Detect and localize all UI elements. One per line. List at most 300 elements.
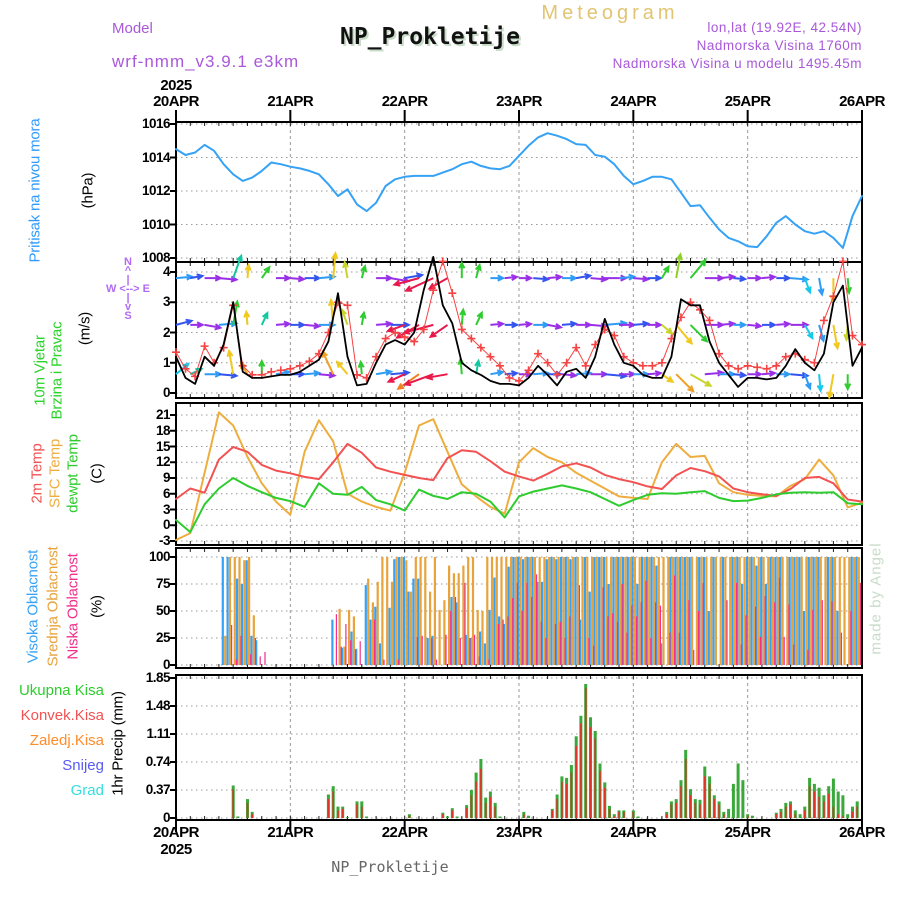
cloud-mid-bar [505,557,507,665]
precip-convective-bar [490,797,492,818]
cloud-mid-bar [581,557,583,665]
wind-arrow [505,322,517,327]
cloud-mid-bar [572,557,574,665]
lonlat-text: lon,lat (19.92E, 42.54N) [707,20,862,35]
precip-total-bar [446,817,449,819]
cloud-mid-bar [782,557,784,665]
x-tick-label-bottom: 22APR [381,824,428,841]
cloud-mid-bar [515,557,517,665]
cloud-low-bar [231,625,232,665]
precip-convective-bar [809,786,811,818]
y-tick-label: 2 [162,324,170,340]
cloud-mid-bar [739,557,741,665]
x-tick-label-bottom: 23APR [496,824,542,841]
cloud-low-bar [450,611,451,665]
cloud-mid-bar [524,557,526,665]
cloud-high-bar [427,638,429,665]
y-tick-label: -3 [158,533,170,548]
precip-total-bar [741,780,744,818]
precip-total-bar [837,792,840,819]
precip-convective-bar [328,799,330,818]
cloud-mid-bar [824,557,826,665]
x-axis-year-top: 2025 [160,77,192,94]
cloud-mid-bar [596,557,598,665]
precip-convective-bar [804,810,806,818]
x-tick-label-bottom: 20APR [153,824,199,841]
cloud-low-bar [698,611,699,665]
cloud-low-bar [726,600,727,665]
y-tick-label: 15 [155,438,170,454]
x-tick-label-top: 25APR [724,93,771,110]
cloud-high-bar [751,557,753,665]
precip-convective-bar [795,814,797,818]
precip-convective-bar [566,784,568,818]
x-tick-label-bottom: 21APR [267,824,314,841]
compass-arrow-up: ^ [124,265,132,277]
cloud-mid-bar [601,557,603,665]
cloud-low-bar [398,660,399,665]
gust-cross-marker [267,368,275,376]
cloud-mid-bar [253,615,255,665]
cloud-mid-bar [586,557,588,665]
panel-frame-sea-level-pressure [170,122,862,262]
precip-total-bar [498,817,501,819]
cloud-high-bar [398,557,400,665]
cloud-mid-bar [248,557,250,665]
watermark: made by Angel [867,542,885,655]
wind-arrow [205,275,221,280]
y-tick-label: 1016 [141,116,170,131]
precip-convective-bar [556,799,558,818]
wind-arrow [762,322,775,327]
precip-convective-bar [552,810,554,818]
precip-legend-snow: Snijeg [62,757,104,774]
precip-convective-bar [571,773,573,818]
precip-unit-label: 1hr Precip (mm) [109,691,127,796]
precip-total-bar [365,817,368,819]
cloud-low-bar [445,635,446,665]
precip-convective-bar [833,807,835,818]
cloud-mid-bar [396,557,398,665]
cloud-mid-bar [577,557,579,665]
precip-convective-bar [680,786,682,818]
cloud-low-bar [850,611,851,665]
wind-axis-title-1: 10m Vjetar [31,335,49,406]
wind-arrow [262,267,270,278]
precip-total-bar [727,809,730,818]
wind-arrow [490,370,503,375]
cloud-mid-bar [629,557,631,665]
cloud-mid-bar [343,647,345,665]
precip-total-bar [751,816,754,818]
cloud-high-bar [722,557,724,665]
wind-arrow [562,275,576,280]
x-tick-label-top: 26APR [839,93,885,110]
cloud-mid-bar [662,557,664,665]
wind-arrow [305,371,320,376]
cloud-mid-bar [520,557,522,665]
precip-convective-bar [704,776,706,818]
temp-unit-label: (C) [88,463,106,484]
cloud-high-bar [236,579,238,665]
cloud-mid-bar [243,560,245,665]
cloud-mid-bar [839,557,841,665]
precip-convective-bar [580,723,582,818]
cloud-low-bar [541,622,542,665]
x-tick-label-top: 21APR [267,93,314,110]
cloud-mid-bar [743,557,745,665]
cloud-mid-bar [229,557,231,665]
wind-arrow [833,325,839,348]
y-tick-label: 21 [155,407,170,422]
y-tick-label: 3 [162,501,170,517]
cloud-mid-bar [653,557,655,665]
cloud-mid-bar [472,557,474,665]
cloud-mid-bar [858,557,860,665]
precip-convective-bar [609,809,611,818]
cloud-mid-bar [238,557,240,665]
cloud-low-bar [650,638,651,665]
x-tick-label-bottom: 24APR [610,824,657,841]
cloud-low-bar [736,583,737,665]
gust-cross-marker [201,342,209,350]
wind-arrow [776,322,789,327]
precip-convective-bar [685,759,687,818]
y-tick-label: 18 [155,422,170,438]
precip-convective-bar [342,809,344,818]
cloud-mid-bar [772,557,774,665]
cloud-high-bar [732,557,734,665]
precip-convective-bar [442,814,444,818]
cloud-mid-bar [724,557,726,665]
y-tick-label: 12 [155,454,170,470]
precip-convective-bar [232,789,234,818]
cloud-high-bar [489,610,491,665]
y-tick-label: 1012 [141,183,170,198]
cloud-low-bar [250,654,251,665]
cloud-high-bar [365,585,367,665]
cloud-mid-bar [815,557,817,665]
cloud-mid-bar [400,557,402,665]
gust-cross-marker [658,359,666,367]
precip-total-bar [737,764,740,819]
wind-arrow [633,276,648,281]
y-tick-label: 0.37 [145,781,170,797]
cloud-mid-bar [763,557,765,665]
cloud-mid-bar [439,610,441,665]
precip-total-bar [799,814,802,818]
cloud-low-bar [474,635,475,665]
precip-total-bar [637,817,640,819]
cloud-mid-bar [777,557,779,665]
cloud-mid-bar [786,557,788,665]
cloud-high-bar [412,579,414,665]
wind-arrow [359,362,364,374]
cloud-low-bar [498,624,499,665]
cloud-low-bar [264,652,265,665]
precip-convective-bar [523,814,525,818]
footer-caption: NP_Prokletije [331,858,449,876]
cloud-mid-bar [453,573,455,665]
wind-arrow [748,275,761,280]
cloud-high-bar [408,592,410,665]
wind-arrow [662,325,672,334]
cloud-low-bar [841,633,842,665]
wind-arrow [691,374,711,386]
cloud-low-bar [565,638,566,665]
cloud-mid-bar [372,602,374,665]
cloud-mid-bar [767,557,769,665]
cloud-low-bar [617,622,618,665]
cloud-low-legend: Niska Oblacnost [64,553,82,660]
cloud-mid-bar [567,557,569,665]
gust-cross-marker [582,362,590,370]
precip-convective-bar [361,807,363,818]
cloud-low-bar [545,638,546,665]
precip-convective-bar [485,803,487,818]
cloud-mid-bar [667,557,669,665]
cloud-high-legend: Visoka Oblacnost [24,549,42,664]
cloud-low-bar [431,638,432,665]
wind-arrow [290,322,304,327]
wind-arrow [576,322,590,327]
cloud-low-bar [512,598,513,665]
wind-arrow [319,275,335,280]
wind-arrow [662,267,669,278]
cloud-mid-bar [424,557,426,665]
precip-convective-bar [494,807,496,818]
cloud-low-bar [464,583,465,665]
cloud-mid-bar [791,557,793,665]
cloud-low-bar [436,660,437,665]
precip-convective-bar [842,817,844,819]
precip-convective-bar [614,817,616,819]
cloud-mid-bar [591,557,593,665]
cloud-high-bar [227,557,229,665]
cloud-mid-bar [691,557,693,665]
cloud-low-bar [360,641,361,665]
cloud-low-bar [555,624,556,665]
wind-arrow [460,310,465,325]
precip-convective-bar [837,814,839,818]
cloud-mid-bar [377,582,379,665]
wind-arrow [360,313,365,325]
cloud-low-bar [503,620,504,665]
y-tick-label: 1014 [141,149,170,165]
cloud-low-bar [526,583,527,665]
compass-arrow-down: v [124,301,132,313]
precip-convective-bar [675,803,677,818]
y-tick-label: 100 [148,549,170,564]
cloud-high-bar [598,557,600,665]
precip-convective-bar [599,771,601,818]
wind-arrow [648,275,661,280]
y-tick-label: 1.48 [145,697,170,713]
cloud-mid-bar [367,579,369,665]
cloud-mid-bar [348,610,350,665]
cloud-mid-bar [634,557,636,665]
cloud-mid-bar [610,557,612,665]
gust-cross-marker [839,257,847,265]
precip-convective-bar [337,810,339,818]
cloud-low-bar [350,640,351,665]
cloud-mid-bar [415,557,417,665]
cloud-mid-bar [429,592,431,665]
cloud-low-bar [374,620,375,665]
cloud-low-bar [779,578,780,666]
model-label: Model [112,20,153,37]
wind-arrow [276,275,290,280]
wind-arrow [748,323,761,328]
cloud-low-bar [422,636,423,665]
x-axis-year-bottom: 2025 [160,841,192,858]
cloud-mid-bar [715,557,717,665]
cloud-mid-bar [729,557,731,665]
cloud-low-bar [822,600,823,665]
y-tick-label: 9 [162,470,170,485]
cloud-high-bar [803,611,805,665]
wind-arrow [305,323,320,328]
precip-convective-bar [247,803,249,818]
cloud-high-bar [389,608,391,665]
cloud-high-bar [403,557,405,665]
cloud-mid-bar [486,557,488,665]
cloud-low-bar [260,656,261,665]
wind-arrow [576,274,590,279]
cloud-mid-bar [434,557,436,665]
precip-convective-bar [471,795,473,818]
precip-convective-bar [585,688,587,818]
y-tick-label: 4 [162,264,170,279]
cloud-low-bar [560,622,561,665]
cloud-mid-bar [677,557,679,665]
gust-cross-marker [648,362,656,370]
y-tick-label: 1.85 [145,669,170,685]
cloud-mid-bar [553,557,555,665]
cloud-low-bar [807,650,808,665]
temp-2m-legend: 2m Temp [28,443,46,504]
wind-arrow [691,325,707,341]
cloud-low-bar [626,633,627,665]
cloud-mid-bar [339,609,341,665]
wind-arrow [176,320,192,325]
cloud-mid-bar [548,557,550,665]
cloud-mid-bar [710,557,712,665]
precip-convective-bar [604,788,606,818]
y-tick-label: 25 [155,630,170,645]
cloud-mid-bar [853,557,855,665]
cloud-mid-bar [658,557,660,665]
cloud-low-bar [588,638,589,665]
wind-arrow [244,312,249,325]
cloud-mid-bar [758,557,760,665]
wind-arrow [591,372,607,377]
cloud-high-bar [808,557,810,665]
cloud-high-bar [712,557,714,665]
cloud-low-bar [612,613,613,665]
cloud-mid-bar [686,557,688,665]
cloud-low-bar [831,601,832,665]
y-tick-label: 1008 [141,250,170,265]
cloud-mid-bar [620,557,622,665]
gust-cross-marker [753,363,761,371]
cloud-mid-bar [720,557,722,665]
wind-arrow [648,371,661,376]
precip-convective-bar [590,727,592,818]
cloud-low-bar [860,583,861,665]
precip-convective-bar [852,812,854,818]
y-tick-label: 1 [162,354,170,370]
x-tick-label-top: 20APR [153,93,199,110]
compass-n: N [124,256,132,268]
cloud-mid-bar [820,557,822,665]
cloud-low-bar [469,638,470,665]
wind-arrow [748,372,761,377]
wind-arrow [205,324,221,329]
precip-total-bar [346,817,349,818]
wind-arrow [405,273,422,278]
cloud-mid-legend: Srednja Oblacnost [44,546,62,667]
cloud-mid-bar [643,557,645,665]
wind-arrow [591,276,607,281]
precip-convective-bar [699,804,701,818]
wind-arrow [776,275,789,280]
precip-convective-bar [633,812,635,818]
precip-convective-bar [251,814,253,818]
cloud-low-bar [636,616,637,665]
wind-arrow [205,372,221,377]
cloud-mid-bar [386,557,388,665]
y-tick-label: 6 [162,485,170,501]
cloud-mid-bar [624,557,626,665]
precip-convective-bar [356,804,358,818]
precip-convective-bar [671,804,673,818]
gust-cross-marker [172,348,180,356]
wind-arrow [676,254,682,278]
cloud-low-bar [746,615,747,665]
cloud-low-bar [536,574,537,665]
cloud-low-bar [517,583,518,665]
cloud-mid-bar [753,557,755,665]
wind-arrow [818,374,823,390]
y-tick-label: 50 [155,603,170,618]
compass-s: S [124,310,132,322]
gust-cross-marker [448,289,456,297]
cloud-low-bar [336,614,337,665]
cloud-low-bar [241,636,242,665]
x-tick-label-top: 23APR [496,93,542,110]
precip-convective-bar [695,803,697,818]
cloud-mid-bar [500,557,502,665]
cloud-mid-bar [420,557,422,665]
cloud-mid-bar [805,557,807,665]
wind-arrow [519,322,531,327]
precip-legend-total: Ukupna Kisa [18,682,104,699]
cloud-low-bar [755,607,756,665]
cloud-mid-bar [491,557,493,665]
precip-convective-bar [332,792,334,819]
cloud-low-bar [417,637,418,665]
wind-arrow [262,313,268,325]
precip-convective-bar [818,797,820,818]
wind-arrow [490,275,503,280]
wind-arrow [762,275,775,280]
precip-legend-hail: Grad [70,782,104,799]
precip-total-bar [456,817,459,819]
cloud-high-bar [684,557,686,665]
wind-arrow [190,274,202,279]
precip-convective-bar [466,808,468,818]
